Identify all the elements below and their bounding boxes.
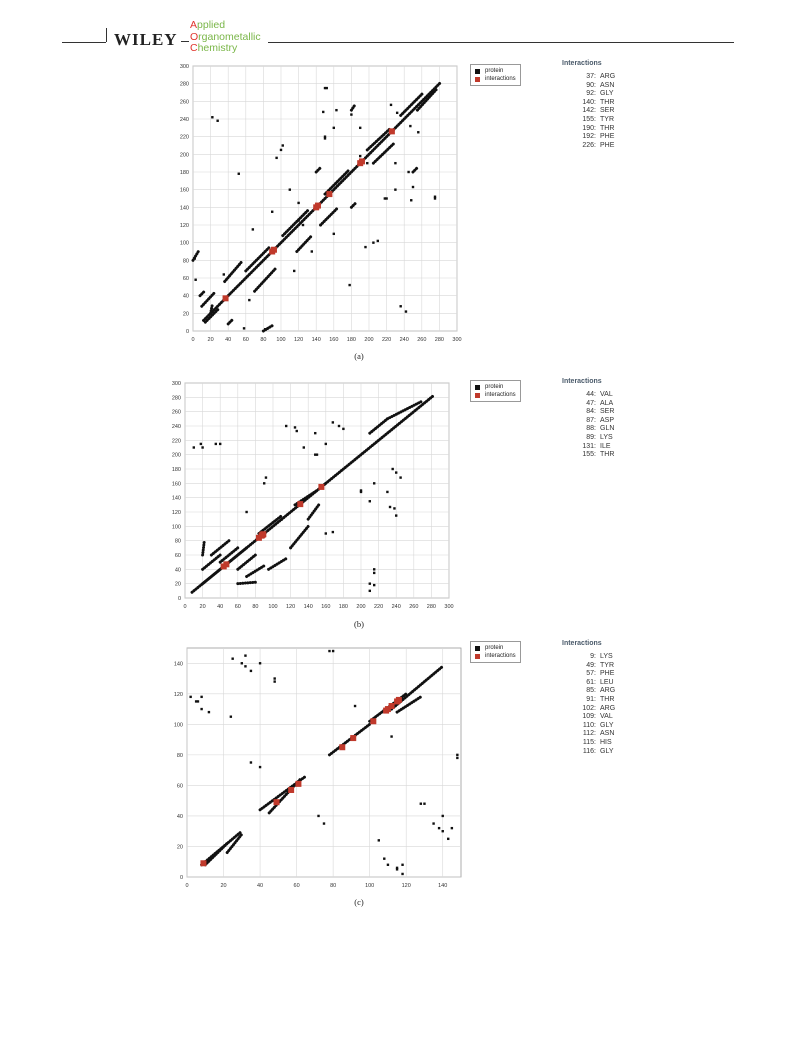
x-tick-label: 300 [444, 604, 454, 610]
protein-contact-point [451, 827, 453, 829]
interactions-title: Interactions [562, 60, 602, 67]
x-tick-label: 240 [391, 604, 401, 610]
protein-contact-point [317, 815, 319, 817]
x-tick-label: 0 [185, 883, 189, 889]
interaction-residue-name: ASN [600, 81, 615, 89]
y-tick-label: 60 [174, 553, 181, 559]
protein-contact-point [401, 873, 403, 875]
interaction-residue-name: ILE [600, 442, 611, 450]
interaction-residue-name: ASP [600, 416, 615, 424]
interaction-residue-number: 91: [586, 695, 596, 703]
interaction-residue-number: 102: [582, 704, 596, 712]
protein-contact-point [387, 864, 389, 866]
interaction-residue-name: ARG [600, 687, 616, 695]
protein-contact-point [396, 868, 398, 870]
protein-contact-point [208, 711, 210, 713]
interaction-residue-number: 37: [586, 73, 596, 80]
x-tick-label: 40 [225, 337, 232, 343]
interaction-residue-name: VAL [600, 713, 613, 721]
legend-c [470, 641, 521, 663]
interaction-item [562, 653, 615, 662]
y-tick-label: 0 [177, 596, 181, 602]
protein-contact-point [250, 761, 252, 763]
protein-contact-point [323, 822, 325, 824]
x-tick-label: 180 [346, 337, 356, 343]
interaction-residue-number: 88: [586, 425, 596, 433]
x-tick-label: 160 [329, 337, 339, 343]
protein-contact-point [328, 650, 330, 652]
protein-contact-point [354, 705, 356, 707]
x-tick-label: 220 [374, 604, 384, 610]
y-tick-label: 300 [179, 64, 189, 70]
protein-contact-point [244, 654, 246, 656]
protein-contact-point [432, 822, 434, 824]
x-tick-label: 20 [220, 883, 227, 889]
interaction-residue-number: 90: [586, 81, 596, 89]
y-tick-label: 120 [171, 510, 181, 516]
y-tick-label: 160 [171, 481, 181, 488]
interaction-residue-name: LYS [600, 433, 613, 441]
y-tick-label: 20 [176, 844, 183, 851]
y-tick-label: 20 [174, 581, 181, 588]
interaction-residue-name: ARG [600, 73, 616, 80]
interaction-item [562, 687, 615, 696]
interaction-point [288, 787, 294, 793]
protein-contact-point [442, 815, 444, 817]
x-tick-label: 260 [409, 604, 419, 610]
legend-interactions-label: interactions [485, 653, 516, 659]
protein-contact-point [442, 830, 444, 832]
interaction-residue-name: TYR [600, 661, 614, 669]
y-tick-label: 280 [171, 395, 181, 402]
interaction-residue-name: VAL [600, 391, 613, 398]
interaction-residue-name: SER [600, 408, 615, 416]
x-tick-label: 80 [330, 883, 337, 889]
y-tick-label: 300 [171, 381, 181, 387]
y-tick-label: 60 [182, 276, 189, 282]
x-tick-label: 140 [438, 883, 448, 889]
legend-protein-label: protein [485, 645, 504, 651]
x-tick-label: 60 [242, 337, 249, 343]
protein-contact-point [438, 827, 440, 829]
protein-contact-point [231, 657, 233, 659]
protein-contact-point [244, 665, 246, 667]
interactions-list-c [562, 640, 615, 756]
x-tick-label: 0 [191, 337, 195, 343]
interaction-residue-name: PHE [600, 141, 615, 149]
y-tick-label: 120 [173, 691, 183, 698]
x-tick-label: 140 [311, 337, 321, 343]
interaction-item [562, 679, 615, 688]
interaction-point [295, 781, 301, 787]
y-tick-label: 40 [182, 293, 189, 300]
interaction-residue-name: GLY [600, 747, 614, 755]
legend-protein-label: protein [485, 68, 504, 74]
protein-contact-point [273, 677, 275, 679]
interaction-residue-name: PHE [600, 133, 615, 141]
y-tick-label: 40 [174, 567, 181, 574]
interaction-point [370, 718, 376, 724]
interaction-residue-name: PHE [600, 670, 615, 678]
x-tick-label: 20 [207, 337, 214, 343]
y-tick-label: 120 [179, 223, 189, 229]
interaction-item [562, 713, 615, 722]
legend-protein-swatch [475, 646, 480, 651]
y-tick-label: 80 [182, 258, 189, 265]
interaction-residue-number: 109: [582, 713, 596, 721]
interaction-residue-name: THR [600, 124, 615, 132]
journal-rest-1: pplied [197, 19, 226, 31]
y-tick-label: 140 [173, 661, 183, 668]
y-tick-label: 140 [171, 495, 181, 502]
journal-cap-3: C [190, 42, 198, 54]
interaction-point [274, 799, 280, 805]
caption-b: (b) [354, 619, 364, 629]
x-tick-label: 80 [252, 604, 259, 610]
y-tick-label: 40 [176, 813, 183, 820]
x-tick-label: 100 [268, 604, 278, 610]
protein-contact-point [200, 708, 202, 710]
interaction-residue-name: GLN [600, 425, 615, 433]
protein-contact-point [189, 696, 191, 698]
interaction-residue-name: LEU [600, 678, 614, 686]
interaction-residue-name: GLY [600, 90, 614, 98]
protein-contact-point [378, 839, 380, 841]
y-tick-label: 240 [179, 117, 189, 123]
x-tick-label: 180 [338, 604, 348, 610]
y-tick-label: 180 [179, 170, 189, 176]
interaction-residue-name: TYR [600, 115, 614, 123]
x-tick-label: 20 [199, 604, 206, 610]
x-tick-label: 80 [260, 337, 267, 343]
y-tick-label: 220 [179, 134, 189, 141]
interaction-item [562, 722, 615, 731]
x-tick-label: 60 [234, 604, 241, 610]
interaction-residue-number: 92: [586, 90, 596, 98]
interaction-residue-number: 84: [586, 408, 596, 416]
protein-contact-point [195, 700, 197, 702]
x-tick-label: 280 [426, 604, 436, 610]
y-tick-label: 80 [174, 538, 181, 545]
interaction-residue-number: 44: [586, 391, 596, 398]
publisher-logo: WILEY [114, 30, 178, 49]
protein-contact-point [390, 735, 392, 737]
x-tick-label: 120 [294, 337, 304, 343]
interaction-point [339, 744, 345, 750]
journal-cap-2: O [190, 30, 199, 43]
interaction-residue-number: 110: [582, 721, 596, 729]
y-tick-label: 80 [176, 752, 183, 759]
interaction-item [562, 696, 615, 705]
interaction-item [562, 662, 615, 671]
y-tick-label: 220 [171, 438, 181, 445]
journal-cap-1: A [190, 19, 198, 31]
interaction-residue-number: 57: [586, 670, 596, 678]
x-tick-label: 100 [365, 883, 375, 889]
journal-rest-3: hemistry [197, 42, 238, 54]
y-tick-label: 180 [171, 467, 181, 473]
y-tick-label: 260 [171, 409, 181, 416]
x-tick-label: 120 [401, 883, 411, 889]
interaction-residue-number: 61: [586, 678, 596, 686]
y-tick-label: 20 [182, 311, 189, 318]
interaction-residue-number: 142: [582, 107, 596, 115]
protein-contact-point [259, 766, 261, 768]
y-tick-label: 200 [171, 452, 181, 459]
x-tick-label: 40 [217, 604, 224, 610]
interaction-point [200, 860, 206, 866]
interaction-residue-number: 89: [586, 433, 596, 441]
legend-interactions-swatch [475, 654, 480, 659]
interaction-point [396, 697, 402, 703]
y-tick-label: 0 [179, 875, 183, 881]
x-tick-label: 140 [303, 604, 313, 610]
x-tick-label: 100 [276, 337, 286, 343]
interaction-residue-number: 155: [582, 451, 596, 459]
y-tick-label: 100 [173, 722, 183, 729]
interaction-residue-number: 115: [582, 738, 596, 746]
interaction-residue-number: 47: [586, 399, 596, 407]
journal-rest-2: rganometallic [198, 30, 261, 43]
legend-protein-label: protein [485, 384, 504, 390]
interaction-residue-name: GLY [600, 721, 614, 729]
interaction-item [562, 730, 615, 739]
y-tick-label: 100 [171, 524, 181, 531]
interactions-title: Interactions [562, 640, 602, 647]
interaction-point [389, 703, 395, 709]
interaction-residue-number: 226: [582, 141, 596, 149]
interaction-residue-number: 85: [586, 687, 596, 695]
x-tick-label: 160 [321, 604, 331, 610]
y-tick-label: 240 [171, 424, 181, 430]
protein-contact-point [250, 670, 252, 672]
x-tick-label: 240 [399, 337, 409, 343]
x-tick-label: 60 [293, 883, 300, 889]
interaction-residue-name: THR [600, 695, 615, 703]
interaction-item [562, 739, 615, 748]
interaction-residue-number: 116: [582, 747, 596, 755]
x-tick-label: 200 [364, 337, 374, 343]
interaction-item [562, 705, 615, 714]
interaction-residue-number: 190: [582, 124, 596, 132]
interaction-item [562, 748, 615, 757]
protein-contact-point [447, 838, 449, 840]
interactions-title: Interactions [562, 378, 602, 385]
y-tick-label: 280 [179, 81, 189, 88]
protein-contact-point [273, 680, 275, 682]
y-tick-label: 200 [179, 152, 189, 159]
x-tick-label: 120 [286, 604, 296, 610]
x-tick-label: 280 [434, 337, 444, 343]
x-tick-label: 200 [356, 604, 366, 610]
protein-contact-point [401, 864, 403, 866]
y-tick-label: 60 [176, 783, 183, 790]
x-tick-label: 40 [257, 883, 264, 889]
interaction-residue-number: 112: [582, 730, 596, 738]
interaction-residue-name: ARG [600, 704, 616, 712]
x-tick-label: 0 [183, 604, 187, 610]
x-tick-label: 220 [382, 337, 392, 343]
y-tick-label: 100 [179, 240, 189, 247]
interaction-residue-name: THR [600, 451, 615, 459]
protein-contact-point [259, 662, 261, 664]
interaction-residue-number: 140: [582, 98, 596, 106]
protein-contact-point [383, 857, 385, 859]
protein-contact-point [456, 757, 458, 759]
protein-contact-point [230, 716, 232, 718]
y-tick-label: 160 [179, 187, 189, 194]
interaction-residue-number: 155: [582, 115, 596, 123]
caption-a: (a) [354, 351, 364, 361]
interaction-residue-number: 49: [586, 661, 596, 669]
legend-interactions-label: interactions [485, 76, 516, 82]
interaction-residue-name: HIS [600, 738, 612, 746]
x-tick-label: 300 [452, 337, 462, 343]
protein-contact-point [423, 803, 425, 805]
interaction-residue-number: 9: [590, 653, 596, 660]
interaction-residue-name: ASN [600, 730, 615, 738]
protein-contact-point [241, 662, 243, 664]
interaction-item [562, 670, 615, 679]
y-tick-label: 0 [185, 329, 189, 335]
legend-interactions-label: interactions [485, 392, 516, 398]
protein-contact-point [332, 650, 334, 652]
protein-contact-point [420, 803, 422, 805]
interaction-residue-name: ALA [600, 399, 614, 407]
interaction-residue-name: SER [600, 107, 615, 115]
interaction-residue-number: 87: [586, 416, 596, 424]
interaction-residue-name: LYS [600, 653, 613, 660]
y-tick-label: 260 [179, 99, 189, 106]
interaction-residue-name: THR [600, 98, 615, 106]
interaction-point [350, 735, 356, 741]
protein-contact-point [200, 696, 202, 698]
interaction-residue-number: 131: [582, 442, 596, 450]
protein-contact-point [456, 754, 458, 756]
x-tick-label: 260 [417, 337, 427, 343]
caption-c: (c) [354, 897, 364, 907]
interaction-residue-number: 192: [582, 133, 596, 141]
y-tick-label: 140 [179, 205, 189, 212]
